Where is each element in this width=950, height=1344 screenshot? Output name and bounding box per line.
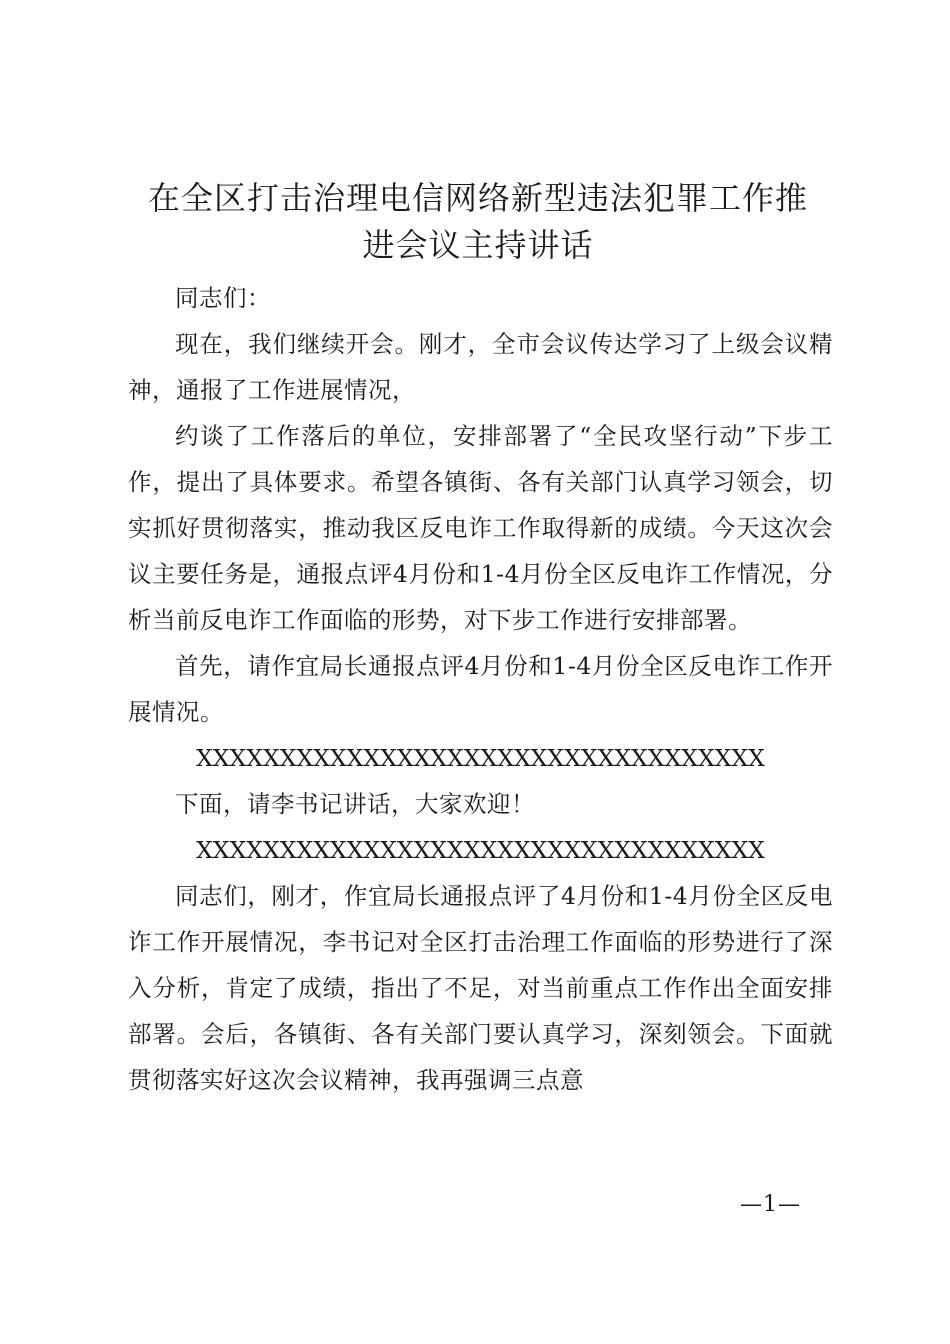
paragraph: 现在，我们继续开会。刚才，全市会议传达学习了上级会议精神，通报了工作进展情况， bbox=[128, 330, 833, 404]
salutation: 同志们： bbox=[175, 284, 271, 312]
title-line-1: 在全区打击治理电信网络新型违法犯罪工作推 bbox=[147, 179, 808, 217]
placeholder-separator: XXXXXXXXXXXXXXXXXXXXXXXXXXXXXXXXXX bbox=[196, 836, 765, 864]
document-title bbox=[118, 175, 838, 269]
document-body bbox=[128, 275, 833, 1103]
paragraph: 同志们，刚才，作宜局长通报点评了4月份和1-4月份全区反电诈工作开展情况，李书记对全区打击治理工作面临的形势进行了深入分析，肯定了成绩，指出了不足，对当前重点工作作出全面安排部署。会后，各镇街、各有关部门要认真学习，深刻领会。下面就贯彻落实好这次会议精神，我再强调三点意 bbox=[128, 882, 833, 1094]
title-line-2: 进会议主持讲话 bbox=[362, 226, 594, 264]
page-number: —1— bbox=[740, 1192, 801, 1217]
placeholder-separator: XXXXXXXXXXXXXXXXXXXXXXXXXXXXXXXXXX bbox=[196, 744, 765, 772]
paragraph: 约谈了工作落后的单位，安排部署了“全民攻坚行动”下步工作，提出了具体要求。希望各镇街、各有关部门认真学习领会，切实抓好贯彻落实，推动我区反电诈工作取得新的成绩。今天这次会议主要任务是，通报点评4月份和1-4月份全区反电诈工作情况，分析当前反电诈工作面临的形势，对下步工作进行安排部署。 bbox=[128, 422, 833, 634]
paragraph: 下面，请李书记讲话，大家欢迎！ bbox=[175, 790, 535, 818]
paragraph: 首先，请作宜局长通报点评4月份和1-4月份全区反电诈工作开展情况。 bbox=[128, 652, 833, 726]
